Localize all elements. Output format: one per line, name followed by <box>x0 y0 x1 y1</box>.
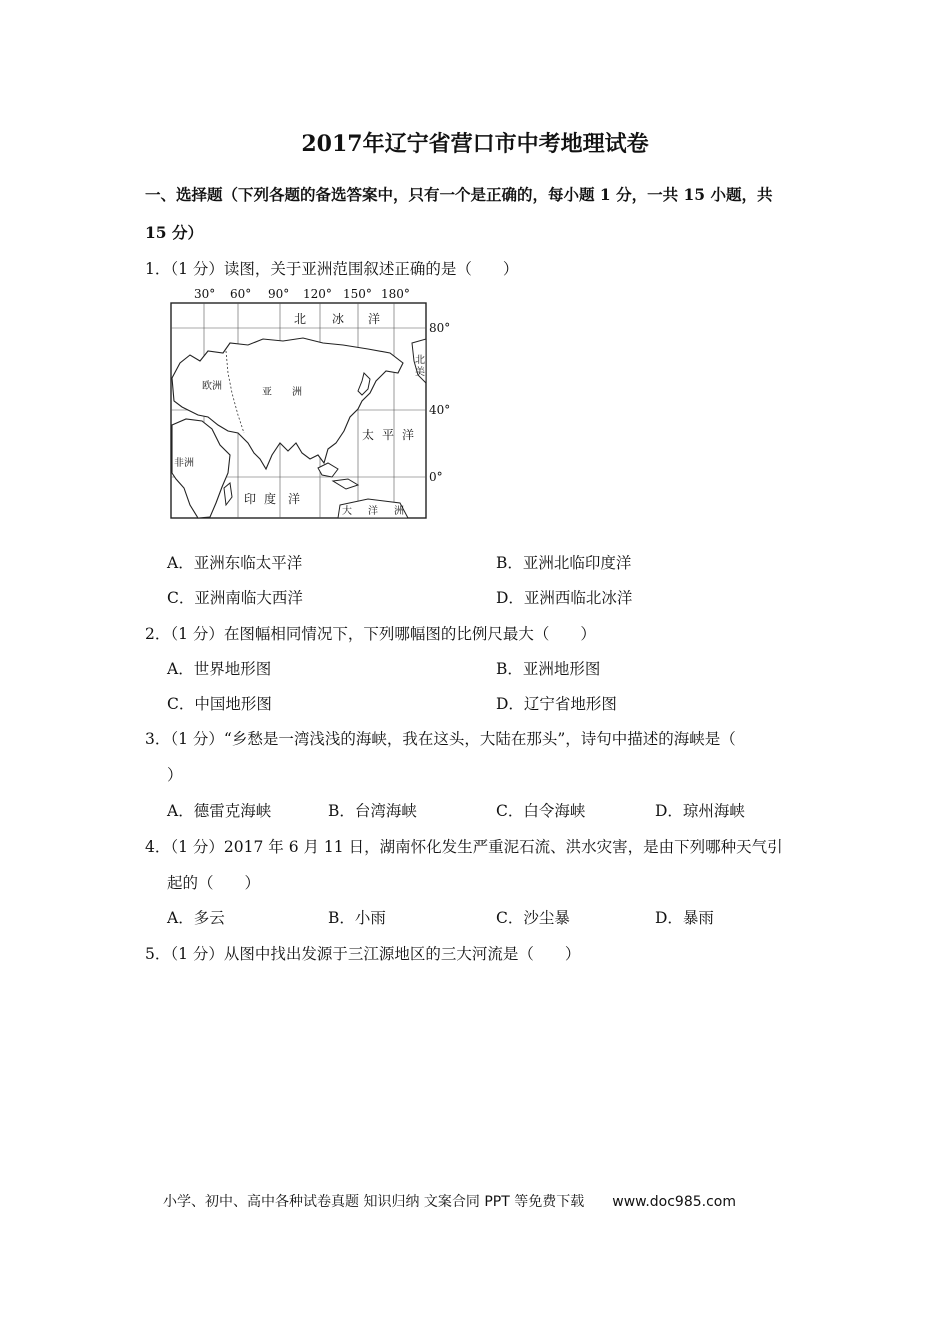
label-indian: 洋 <box>288 492 301 506</box>
section-heading-line1: 一、选择题（下列各题的备选答案中，只有一个是正确的，每小题 1 分，一共 15 小题，共 <box>145 185 773 204</box>
label-indian: 度 <box>264 492 277 506</box>
question-5-text: 5．（1 分）从图中找出发源于三江源地区的三大河流是（ ） <box>145 945 581 963</box>
footer-text: 小学、初中、高中各种试卷真题 知识归纳 文案合同 PPT 等免费下载 <box>163 1194 585 1210</box>
q3-option-b: B．台湾海峡 <box>328 802 417 820</box>
label-arctic: 冰 <box>332 312 345 326</box>
question-1-text: 1．（1 分）读图，关于亚洲范围叙述正确的是（ ） <box>145 260 519 278</box>
label-arctic: 北 <box>294 312 307 326</box>
lon-label: 60° <box>230 287 252 301</box>
lat-label: 40° <box>429 403 451 417</box>
label-north-america: 美 <box>415 367 425 378</box>
q4-option-c: C．沙尘暴 <box>496 909 570 927</box>
lon-label: 90° <box>268 287 290 301</box>
question-3-text-line2: ） <box>167 766 183 784</box>
question-3-text-line1: 3．（1 分）“乡愁是一湾浅浅的海峡，我在这头，大陆在那头”，诗句中描述的海峡是（ <box>145 730 736 748</box>
question-2-text: 2．（1 分）在图幅相同情况下，下列哪幅图的比例尺最大（ ） <box>145 625 596 643</box>
q2-option-b: B．亚洲地形图 <box>496 660 601 678</box>
label-oceania: 洋 <box>368 506 378 517</box>
q1-option-a: A．亚洲东临太平洋 <box>167 554 303 572</box>
lon-label: 180° <box>381 287 410 301</box>
q1-option-d: D．亚洲西临北冰洋 <box>496 589 633 607</box>
page-title: 2017年辽宁省营口市中考地理试卷 <box>301 131 649 157</box>
label-pacific: 平 <box>382 428 395 442</box>
label-asia: 亚 <box>262 387 272 398</box>
page-footer <box>163 1191 736 1211</box>
question-4-text-line2: 起的（ ） <box>167 874 261 892</box>
lon-label: 120° <box>303 287 332 301</box>
lat-label: 0° <box>429 470 443 484</box>
footer-site-link[interactable]: www.doc985.com <box>612 1194 736 1210</box>
q2-option-d: D．辽宁省地形图 <box>496 695 617 713</box>
q2-option-a: A．世界地形图 <box>167 660 272 678</box>
lon-label: 150° <box>343 287 372 301</box>
label-north-america: 北 <box>415 355 425 366</box>
q1-option-c: C．亚洲南临大西洋 <box>167 589 303 607</box>
label-pacific: 太 <box>362 428 375 442</box>
q1-option-b: B．亚洲北临印度洋 <box>496 554 632 572</box>
asia-map-figure <box>168 283 451 523</box>
label-europe: 欧洲 <box>202 381 222 392</box>
label-arctic: 洋 <box>368 312 381 326</box>
q4-option-b: B．小雨 <box>328 909 386 927</box>
lon-label: 30° <box>194 287 216 301</box>
q4-option-d: D．暴雨 <box>655 909 714 927</box>
label-oceania: 大 <box>342 506 352 517</box>
label-pacific: 洋 <box>402 428 415 442</box>
q4-option-a: A．多云 <box>167 909 225 927</box>
q2-option-c: C．中国地形图 <box>167 695 272 713</box>
label-africa: 非洲 <box>174 458 194 469</box>
label-asia: 洲 <box>292 387 302 398</box>
q3-option-d: D．琼州海峡 <box>655 802 745 820</box>
lat-label: 80° <box>429 321 451 335</box>
section-heading-line2: 15 分） <box>145 223 203 242</box>
q3-option-a: A．德雷克海峡 <box>167 802 272 820</box>
q3-option-c: C．白令海峡 <box>496 802 586 820</box>
question-4-text-line1: 4．（1 分）2017 年 6 月 11 日，湖南怀化发生严重泥石流、洪水灾害，是由下列哪种天气引 <box>145 838 783 856</box>
label-oceania: 洲 <box>394 506 404 517</box>
label-indian: 印 <box>244 492 257 506</box>
